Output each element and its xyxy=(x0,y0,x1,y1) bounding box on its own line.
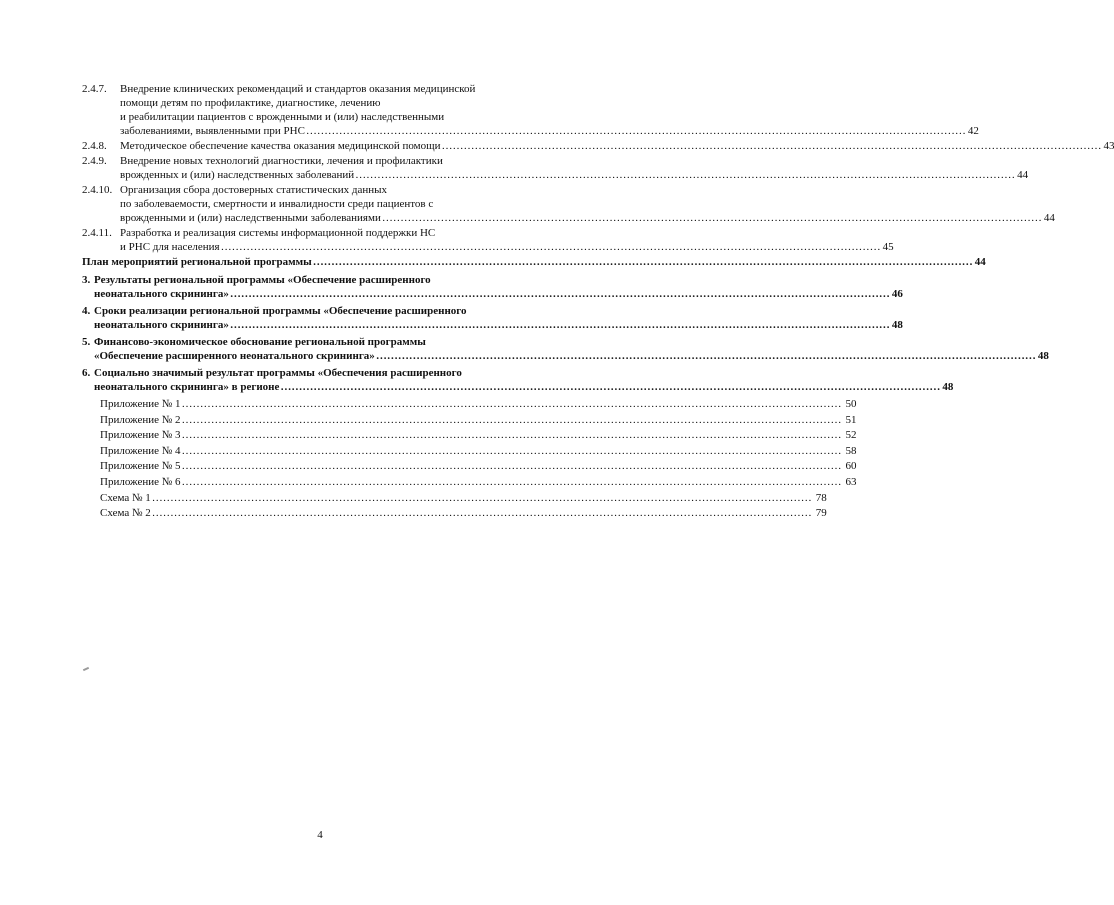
appendix-label: Схема № 2 xyxy=(100,507,151,520)
toc-entry-appendix-4[interactable] xyxy=(100,444,857,460)
toc-text-line: неонатального скрининга» в регионе xyxy=(94,381,280,393)
toc-page-number: 44 xyxy=(1043,212,1055,224)
toc-number: 5. xyxy=(82,336,91,348)
toc-text-line: Социально значимый результат программы «Обеспечения расширенного xyxy=(94,367,462,379)
toc-text-line: неонатального скрининга» xyxy=(94,319,229,331)
toc-entry-appendix-6[interactable] xyxy=(100,475,857,491)
toc-text-line: и РНС для населения xyxy=(120,241,220,253)
toc-entry-appendix-2[interactable] xyxy=(100,413,857,429)
toc-text-line: Внедрение новых технологий диагностики, лечения и профилактики xyxy=(120,155,443,167)
dot-leader xyxy=(376,349,1036,363)
dot-leader xyxy=(306,124,966,138)
toc-number: 2.4.8. xyxy=(82,140,107,152)
toc-page-number: 60 xyxy=(845,460,857,473)
toc-page-number: 51 xyxy=(845,413,857,426)
toc-page-number: 43 xyxy=(1103,140,1114,152)
toc-text-line: помощи детям по профилактике, диагностике, лечению xyxy=(120,97,381,109)
toc-text-line: «Обеспечение расширенного неонатального скрининга» xyxy=(94,350,375,362)
toc-page-number: 58 xyxy=(845,444,857,457)
toc-text-line: Финансово-экономическое обоснование региональной программы xyxy=(94,336,426,348)
toc-number: 2.4.7. xyxy=(82,83,107,95)
toc-number: 2.4.11. xyxy=(82,227,112,239)
dot-leader xyxy=(182,397,842,413)
dot-leader xyxy=(230,287,890,301)
appendix-list xyxy=(82,397,857,522)
toc-text-line: Сроки реализации региональной программы «Обеспечение расширенного xyxy=(94,305,467,317)
toc-entry-appendix-1[interactable] xyxy=(100,397,857,413)
toc-text-line: Организация сбора достоверных статистических данных xyxy=(120,184,388,196)
toc-entry-2-4-7[interactable] xyxy=(82,82,979,138)
toc-page-number: 45 xyxy=(882,241,894,253)
toc-page-number: 78 xyxy=(815,491,827,504)
toc-text-line: Внедрение клинических рекомендаций и стандартов оказания медицинской xyxy=(120,83,476,95)
toc-entry-appendix-3[interactable] xyxy=(100,428,857,444)
toc-text-line: по заболеваемости, смертности и инвалидности среди пациентов с xyxy=(120,198,434,210)
toc-entry-scheme-2[interactable] xyxy=(100,506,827,522)
dot-leader xyxy=(230,318,890,332)
toc-page-number: 46 xyxy=(891,288,903,300)
toc-entry-6[interactable] xyxy=(82,366,954,394)
appendix-label: Приложение № 1 xyxy=(100,398,181,410)
toc-page-number: 44 xyxy=(1017,169,1029,181)
dot-leader xyxy=(152,491,812,507)
toc-text-line: врожденными и (или) наследственными заболеваниями xyxy=(120,212,381,224)
toc-page-number: 48 xyxy=(942,381,954,393)
toc-number: 2.4.9. xyxy=(82,155,107,167)
table-of-contents xyxy=(82,82,1114,522)
dot-leader xyxy=(182,459,842,475)
toc-text-line: Методическое обеспечение качества оказания медицинской помощи xyxy=(120,140,441,152)
toc-entry-2-4-11[interactable] xyxy=(82,226,894,254)
toc-entry-2-4-8[interactable] xyxy=(82,139,1114,153)
appendix-label: Приложение № 4 xyxy=(100,444,181,457)
scan-mark xyxy=(83,667,89,671)
page-number: 4 xyxy=(317,829,323,841)
toc-entry-appendix-5[interactable] xyxy=(100,459,857,475)
appendix-label: Приложение № 3 xyxy=(100,429,181,442)
dot-leader xyxy=(182,444,842,460)
toc-entry-5[interactable] xyxy=(82,335,1049,363)
toc-number: 4. xyxy=(82,305,91,317)
toc-entry-3[interactable] xyxy=(82,273,903,301)
dot-leader xyxy=(152,506,812,522)
toc-page-number: 48 xyxy=(891,319,903,331)
dot-leader xyxy=(382,211,1042,225)
toc-text-line: Результаты региональной программы «Обеспечение расширенного xyxy=(94,274,431,286)
dot-leader xyxy=(355,168,1015,182)
dot-leader xyxy=(182,428,842,444)
dot-leader xyxy=(280,380,940,394)
dot-leader xyxy=(313,255,973,269)
appendix-label: Схема № 1 xyxy=(100,491,151,504)
toc-text-line: врожденных и (или) наследственных заболеваний xyxy=(120,169,355,181)
appendix-label: Приложение № 6 xyxy=(100,475,181,488)
toc-entry-plan[interactable] xyxy=(82,255,986,269)
appendix-label: Приложение № 2 xyxy=(100,413,181,426)
appendix-label: Приложение № 5 xyxy=(100,460,181,473)
toc-text-line: Разработка и реализация системы информационной поддержки НС xyxy=(120,227,436,239)
toc-page-number: 48 xyxy=(1037,350,1049,362)
toc-text-line: неонатального скрининга» xyxy=(94,288,229,300)
toc-entry-scheme-1[interactable] xyxy=(100,491,827,507)
dot-leader xyxy=(182,413,842,429)
toc-entry-2-4-10[interactable] xyxy=(82,183,1055,225)
toc-page-number: 79 xyxy=(815,507,827,520)
toc-text-line: заболеваниями, выявленными при РНС xyxy=(120,125,305,137)
toc-text-line: План мероприятий региональной программы xyxy=(82,256,312,268)
toc-number: 6. xyxy=(82,367,91,379)
toc-page-number: 42 xyxy=(967,125,979,137)
toc-page-number: 63 xyxy=(845,475,857,488)
dot-leader xyxy=(182,475,842,491)
dot-leader xyxy=(441,139,1101,153)
toc-number: 3. xyxy=(82,274,91,286)
toc-entry-2-4-9[interactable] xyxy=(82,154,1029,182)
toc-entry-4[interactable] xyxy=(82,304,903,332)
toc-number: 2.4.10. xyxy=(82,184,113,196)
toc-text-line: и реабилитации пациентов с врожденными и (или) наследственными xyxy=(120,111,445,123)
dot-leader xyxy=(221,240,881,254)
toc-page-number: 44 xyxy=(974,256,986,268)
toc-page-number: 52 xyxy=(845,429,857,442)
toc-page-number: 50 xyxy=(845,398,857,410)
